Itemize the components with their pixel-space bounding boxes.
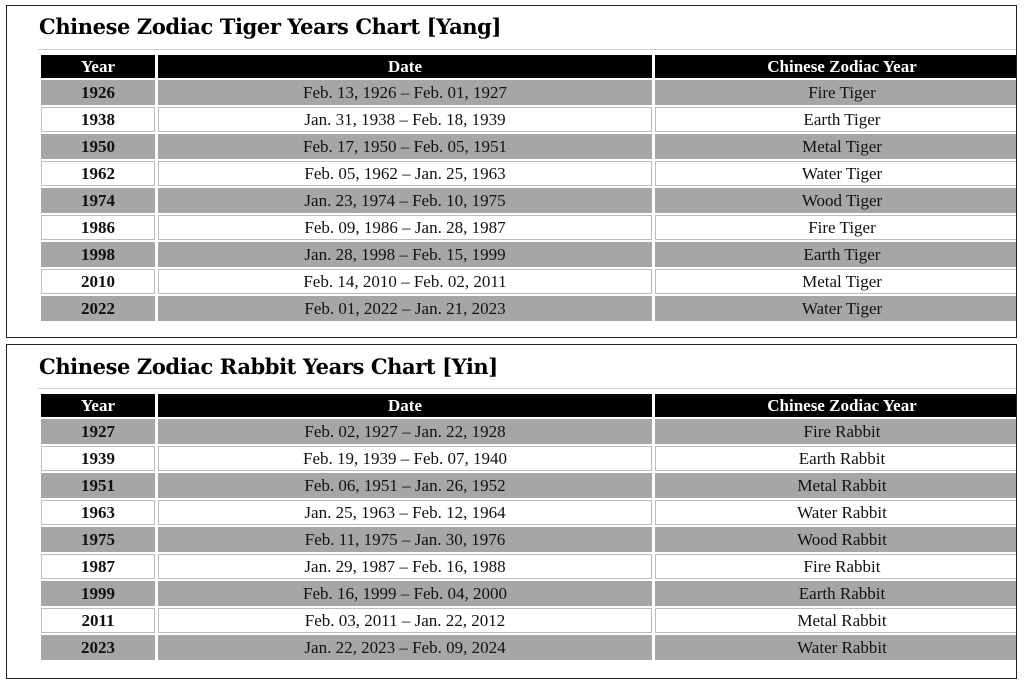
- zodiac-cell: Water Rabbit: [655, 500, 1017, 525]
- year-cell: 2023: [41, 635, 155, 660]
- date-cell: Feb. 02, 1927 – Jan. 22, 1928: [158, 419, 652, 444]
- zodiac-cell: Earth Tiger: [655, 107, 1017, 132]
- table-row: [41, 107, 1017, 132]
- table-row: [41, 500, 1017, 525]
- rabbit-chart-title: Chinese Zodiac Rabbit Years Chart [Yin]: [39, 354, 498, 379]
- year-cell: 1951: [41, 473, 155, 498]
- column-header-date: Date: [158, 394, 652, 417]
- zodiac-cell: Earth Rabbit: [655, 581, 1017, 606]
- table-row: [41, 581, 1017, 606]
- column-header-year: Year: [41, 394, 155, 417]
- zodiac-cell: Metal Rabbit: [655, 473, 1017, 498]
- zodiac-cell: Wood Rabbit: [655, 527, 1017, 552]
- date-cell: Jan. 29, 1987 – Feb. 16, 1988: [158, 554, 652, 579]
- date-cell: Feb. 09, 1986 – Jan. 28, 1987: [158, 215, 652, 240]
- table-header-row: [41, 55, 1017, 78]
- date-cell: Jan. 31, 1938 – Feb. 18, 1939: [158, 107, 652, 132]
- zodiac-cell: Fire Rabbit: [655, 554, 1017, 579]
- zodiac-cell: Wood Tiger: [655, 188, 1017, 213]
- date-cell: Feb. 17, 1950 – Feb. 05, 1951: [158, 134, 652, 159]
- rabbit-years-table: [38, 392, 1017, 662]
- date-cell: Jan. 22, 2023 – Feb. 09, 2024: [158, 635, 652, 660]
- year-cell: 1999: [41, 581, 155, 606]
- date-cell: Feb. 03, 2011 – Jan. 22, 2012: [158, 608, 652, 633]
- date-cell: Feb. 06, 1951 – Jan. 26, 1952: [158, 473, 652, 498]
- zodiac-cell: Water Rabbit: [655, 635, 1017, 660]
- year-cell: 1963: [41, 500, 155, 525]
- zodiac-cell: Earth Rabbit: [655, 446, 1017, 471]
- rabbit-table-frame: [38, 388, 1017, 662]
- table-row: [41, 269, 1017, 294]
- rabbit-chart-panel: [6, 344, 1017, 679]
- zodiac-cell: Metal Tiger: [655, 134, 1017, 159]
- date-cell: Jan. 28, 1998 – Feb. 15, 1999: [158, 242, 652, 267]
- date-cell: Jan. 23, 1974 – Feb. 10, 1975: [158, 188, 652, 213]
- year-cell: 1926: [41, 80, 155, 105]
- year-cell: 1975: [41, 527, 155, 552]
- tiger-chart-panel: [6, 5, 1017, 338]
- table-row: [41, 473, 1017, 498]
- table-row: [41, 419, 1017, 444]
- year-cell: 1927: [41, 419, 155, 444]
- table-row: [41, 446, 1017, 471]
- year-cell: 2022: [41, 296, 155, 321]
- year-cell: 1986: [41, 215, 155, 240]
- table-row: [41, 161, 1017, 186]
- year-cell: 1939: [41, 446, 155, 471]
- table-row: [41, 242, 1017, 267]
- year-cell: 1998: [41, 242, 155, 267]
- year-cell: 1974: [41, 188, 155, 213]
- table-row: [41, 635, 1017, 660]
- zodiac-cell: Metal Tiger: [655, 269, 1017, 294]
- date-cell: Feb. 14, 2010 – Feb. 02, 2011: [158, 269, 652, 294]
- zodiac-cell: Earth Tiger: [655, 242, 1017, 267]
- table-row: [41, 188, 1017, 213]
- table-row: [41, 554, 1017, 579]
- column-header-zodiac-year: Chinese Zodiac Year: [655, 55, 1017, 78]
- year-cell: 2011: [41, 608, 155, 633]
- zodiac-cell: Water Tiger: [655, 161, 1017, 186]
- table-header-row: [41, 394, 1017, 417]
- column-header-zodiac-year: Chinese Zodiac Year: [655, 394, 1017, 417]
- year-cell: 2010: [41, 269, 155, 294]
- table-row: [41, 134, 1017, 159]
- table-row: [41, 608, 1017, 633]
- column-header-date: Date: [158, 55, 652, 78]
- year-cell: 1987: [41, 554, 155, 579]
- zodiac-cell: Fire Tiger: [655, 80, 1017, 105]
- table-row: [41, 296, 1017, 321]
- zodiac-cell: Fire Rabbit: [655, 419, 1017, 444]
- zodiac-cell: Fire Tiger: [655, 215, 1017, 240]
- table-row: [41, 527, 1017, 552]
- date-cell: Feb. 01, 2022 – Jan. 21, 2023: [158, 296, 652, 321]
- table-row: [41, 80, 1017, 105]
- tiger-chart-title: Chinese Zodiac Tiger Years Chart [Yang]: [39, 14, 501, 39]
- year-cell: 1962: [41, 161, 155, 186]
- date-cell: Feb. 05, 1962 – Jan. 25, 1963: [158, 161, 652, 186]
- zodiac-cell: Water Tiger: [655, 296, 1017, 321]
- date-cell: Feb. 11, 1975 – Jan. 30, 1976: [158, 527, 652, 552]
- column-header-year: Year: [41, 55, 155, 78]
- year-cell: 1950: [41, 134, 155, 159]
- date-cell: Feb. 19, 1939 – Feb. 07, 1940: [158, 446, 652, 471]
- date-cell: Jan. 25, 1963 – Feb. 12, 1964: [158, 500, 652, 525]
- table-row: [41, 215, 1017, 240]
- tiger-table-frame: [38, 49, 1017, 323]
- zodiac-cell: Metal Rabbit: [655, 608, 1017, 633]
- year-cell: 1938: [41, 107, 155, 132]
- tiger-years-table: [38, 53, 1017, 323]
- date-cell: Feb. 13, 1926 – Feb. 01, 1927: [158, 80, 652, 105]
- date-cell: Feb. 16, 1999 – Feb. 04, 2000: [158, 581, 652, 606]
